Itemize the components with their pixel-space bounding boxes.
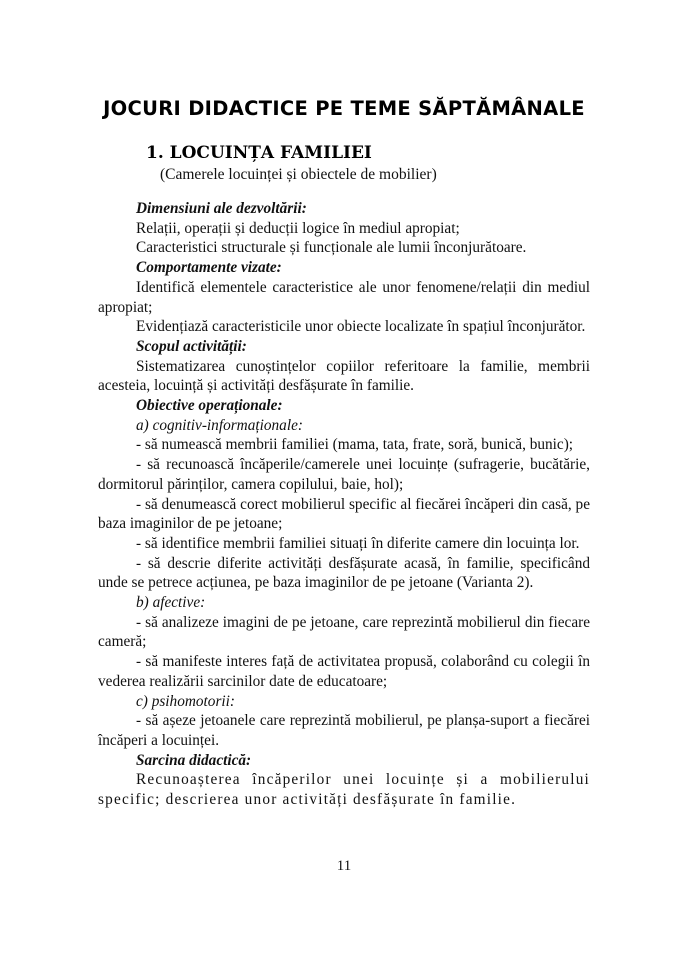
subheading-cognitive: a) cognitiv-informaționale: xyxy=(136,416,303,434)
paragraph: Evidențiază caracteristicile unor obiecte localizate în spațiul înconjurător. xyxy=(136,318,586,336)
list-item: - să numească membrii familiei (mama, tata, frate, soră, bunică, bunic); xyxy=(136,436,574,454)
list-item: - să recunoască încăperile/camerele unei locuințe (sufragerie, bucătărie, dormitorul părinților, camera copilului, baie, hol); xyxy=(98,456,590,493)
list-item: - să analizeze imagini de pe jetoane, care reprezintă mobilierul din fiecare cameră; xyxy=(98,613,590,651)
document-body xyxy=(98,199,590,810)
subheading-psihomotorii: c) psihomotorii: xyxy=(136,692,235,710)
heading-dimensiuni: Dimensiuni ale dezvoltării: xyxy=(136,200,307,217)
heading-sarcina: Sarcina didactică: xyxy=(136,751,252,769)
paragraph: Recunoașterea încăperilor unei locuințe și a mobilierului specific; descrierea unor activități desfășurate în familie. xyxy=(98,771,590,809)
paragraph: Caracteristici structurale și funcționale ale lumii înconjurătoare. xyxy=(136,239,527,257)
list-item: - să denumească corect mobilierul specific al fiecărei încăperi din casă, pe baza imaginilor de pe jetoane; xyxy=(98,495,590,533)
paragraph: Sistematizarea cunoștințelor copiilor referitoare la familie, membrii acesteia, locuință și activități desfășurate în familie. xyxy=(98,357,590,395)
section-subtitle: (Camerele locuinței și obiectele de mobilier) xyxy=(160,166,437,183)
heading-scop: Scopul activității: xyxy=(136,337,247,355)
list-item: - să descrie diferite activități desfășurate acasă, în familie, specificând unde se petrece acțiunea, pe baza imaginilor de pe jetoane (Varianta 2). xyxy=(98,554,590,592)
paragraph: Relații, operații și deducții logice în mediul apropiat; xyxy=(136,219,460,237)
heading-comportamente: Comportamente vizate: xyxy=(136,259,282,277)
heading-obiective: Obiective operaționale: xyxy=(136,397,283,415)
subheading-afective: b) afective: xyxy=(136,594,206,612)
list-item: - să manifeste interes față de activitatea propusă, colaborând cu colegii în vederea realizării sarcinilor date de educatoare; xyxy=(98,653,590,690)
list-item: - să identifice membrii familiei situați în diferite camere din locuința lor. xyxy=(136,534,580,552)
paragraph: Identifică elementele caracteristice ale unor fenomene/relații din mediul apropiat; xyxy=(98,278,590,316)
page-number: 11 xyxy=(336,858,352,874)
list-item: - să așeze jetoanele care reprezintă mobilierul, pe planșa-suport a fiecărei încăperi a locuinței. xyxy=(98,712,590,749)
page-title: JOCURI DIDACTICE PE TEME SĂPTĂMÂNALE xyxy=(103,97,585,120)
section-title: 1. LOCUINȚA FAMILIEI xyxy=(146,143,372,163)
